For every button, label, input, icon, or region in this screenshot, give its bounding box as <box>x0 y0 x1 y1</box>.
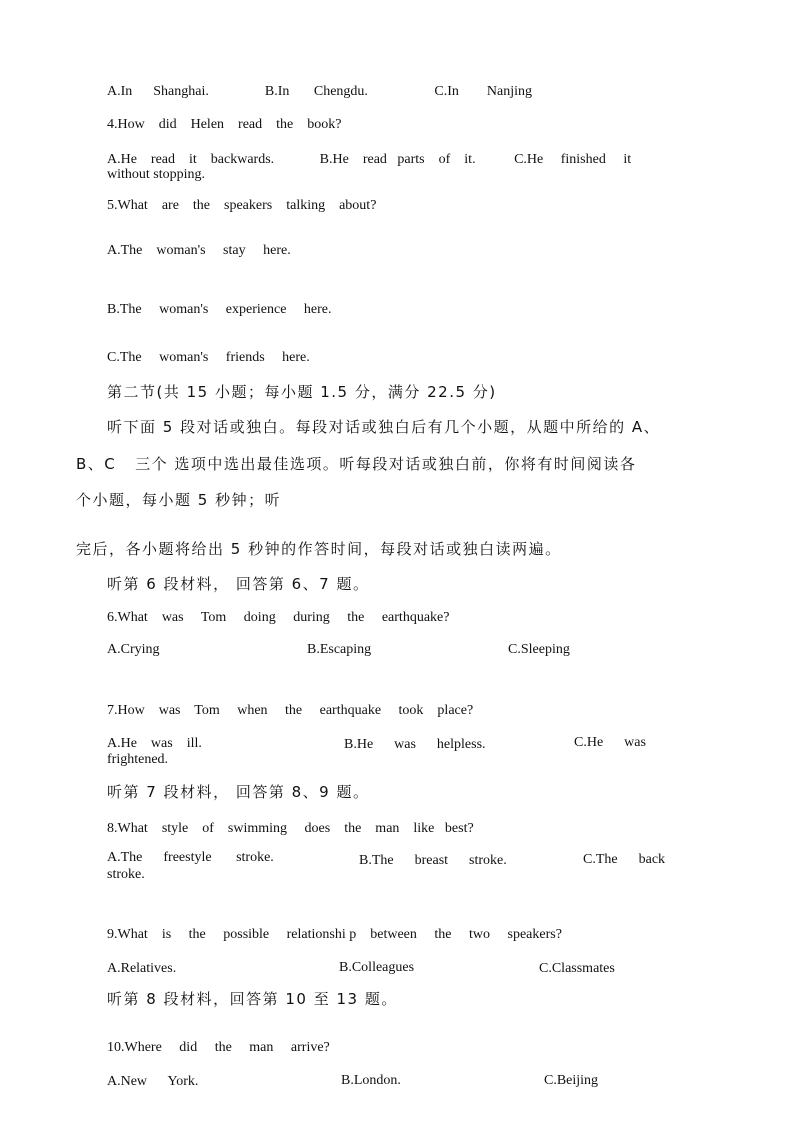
question-9: 9.What is the possible relationshi p between the two speakers? <box>107 927 562 942</box>
q9-option-a: A.Relatives. <box>107 961 177 976</box>
q5-option-b: B.The woman's experience here. <box>107 302 332 317</box>
q6-option-a: A.Crying <box>107 642 160 657</box>
q3-options: A.In Shanghai. B.In Chengdu. C.In Nanjing <box>107 84 533 99</box>
q7-option-b: B.He was helpless. <box>344 737 486 752</box>
question-10: 10.Where did the man arrive? <box>107 1040 330 1055</box>
instructions-line-1: 听下面 5 段对话或独白。每段对话或独白后有几个小题，从题中所给的 A、 <box>107 418 661 436</box>
question-5: 5.What are the speakers talking about? <box>107 198 377 213</box>
material-8-heading: 听第 8 段材料，回答第 10 至 13 题。 <box>107 990 398 1008</box>
q9-option-c: C.Classmates <box>539 961 615 976</box>
q4-option-wrap: without stopping. <box>107 167 206 182</box>
q7-option-wrap: frightened. <box>107 752 169 767</box>
q6-option-c: C.Sleeping <box>508 642 570 657</box>
q8-option-wrap: stroke. <box>107 867 145 882</box>
q10-option-a: A.New York. <box>107 1074 199 1089</box>
q10-option-b: B.London. <box>341 1073 401 1088</box>
q8-option-c: C.The back <box>583 852 666 867</box>
q5-option-c: C.The woman's friends here. <box>107 350 310 365</box>
material-6-heading: 听第 6 段材料， 回答第 6、7 题。 <box>107 575 370 593</box>
question-8: 8.What style of swimming does the man like best? <box>107 821 474 836</box>
q8-option-b: B.The breast stroke. <box>359 853 507 868</box>
instructions-line-4: 完后，各小题将给出 5 秒钟的作答时间，每段对话或独白读两遍。 <box>76 540 562 558</box>
q6-option-b: B.Escaping <box>307 642 372 657</box>
q8-option-a: A.The freestyle stroke. <box>107 850 274 865</box>
q4-options: A.He read it backwards. B.He read parts of it. C.He finished it <box>107 152 632 167</box>
instructions-line-2: B、C 三个 选项中选出最佳选项。听每段对话或独白前，你将有时间阅读各 <box>76 455 637 473</box>
q7-option-c: C.He was <box>574 735 646 750</box>
question-4: 4.How did Helen read the book? <box>107 117 342 132</box>
q7-option-a: A.He was ill. <box>107 736 202 751</box>
q5-option-a: A.The woman's stay here. <box>107 243 291 258</box>
material-7-heading: 听第 7 段材料， 回答第 8、9 题。 <box>107 783 370 801</box>
question-7: 7.How was Tom when the earthquake took place? <box>107 703 474 718</box>
instructions-line-3: 个小题，每小题 5 秒钟；听 <box>76 491 282 509</box>
q9-option-b: B.Colleagues <box>339 960 415 975</box>
section-2-header: 第二节(共 15 小题；每小题 1.5 分，满分 22.5 分) <box>107 383 497 401</box>
question-6: 6.What was Tom doing during the earthquake? <box>107 610 450 625</box>
q10-option-c: C.Beijing <box>544 1073 599 1088</box>
